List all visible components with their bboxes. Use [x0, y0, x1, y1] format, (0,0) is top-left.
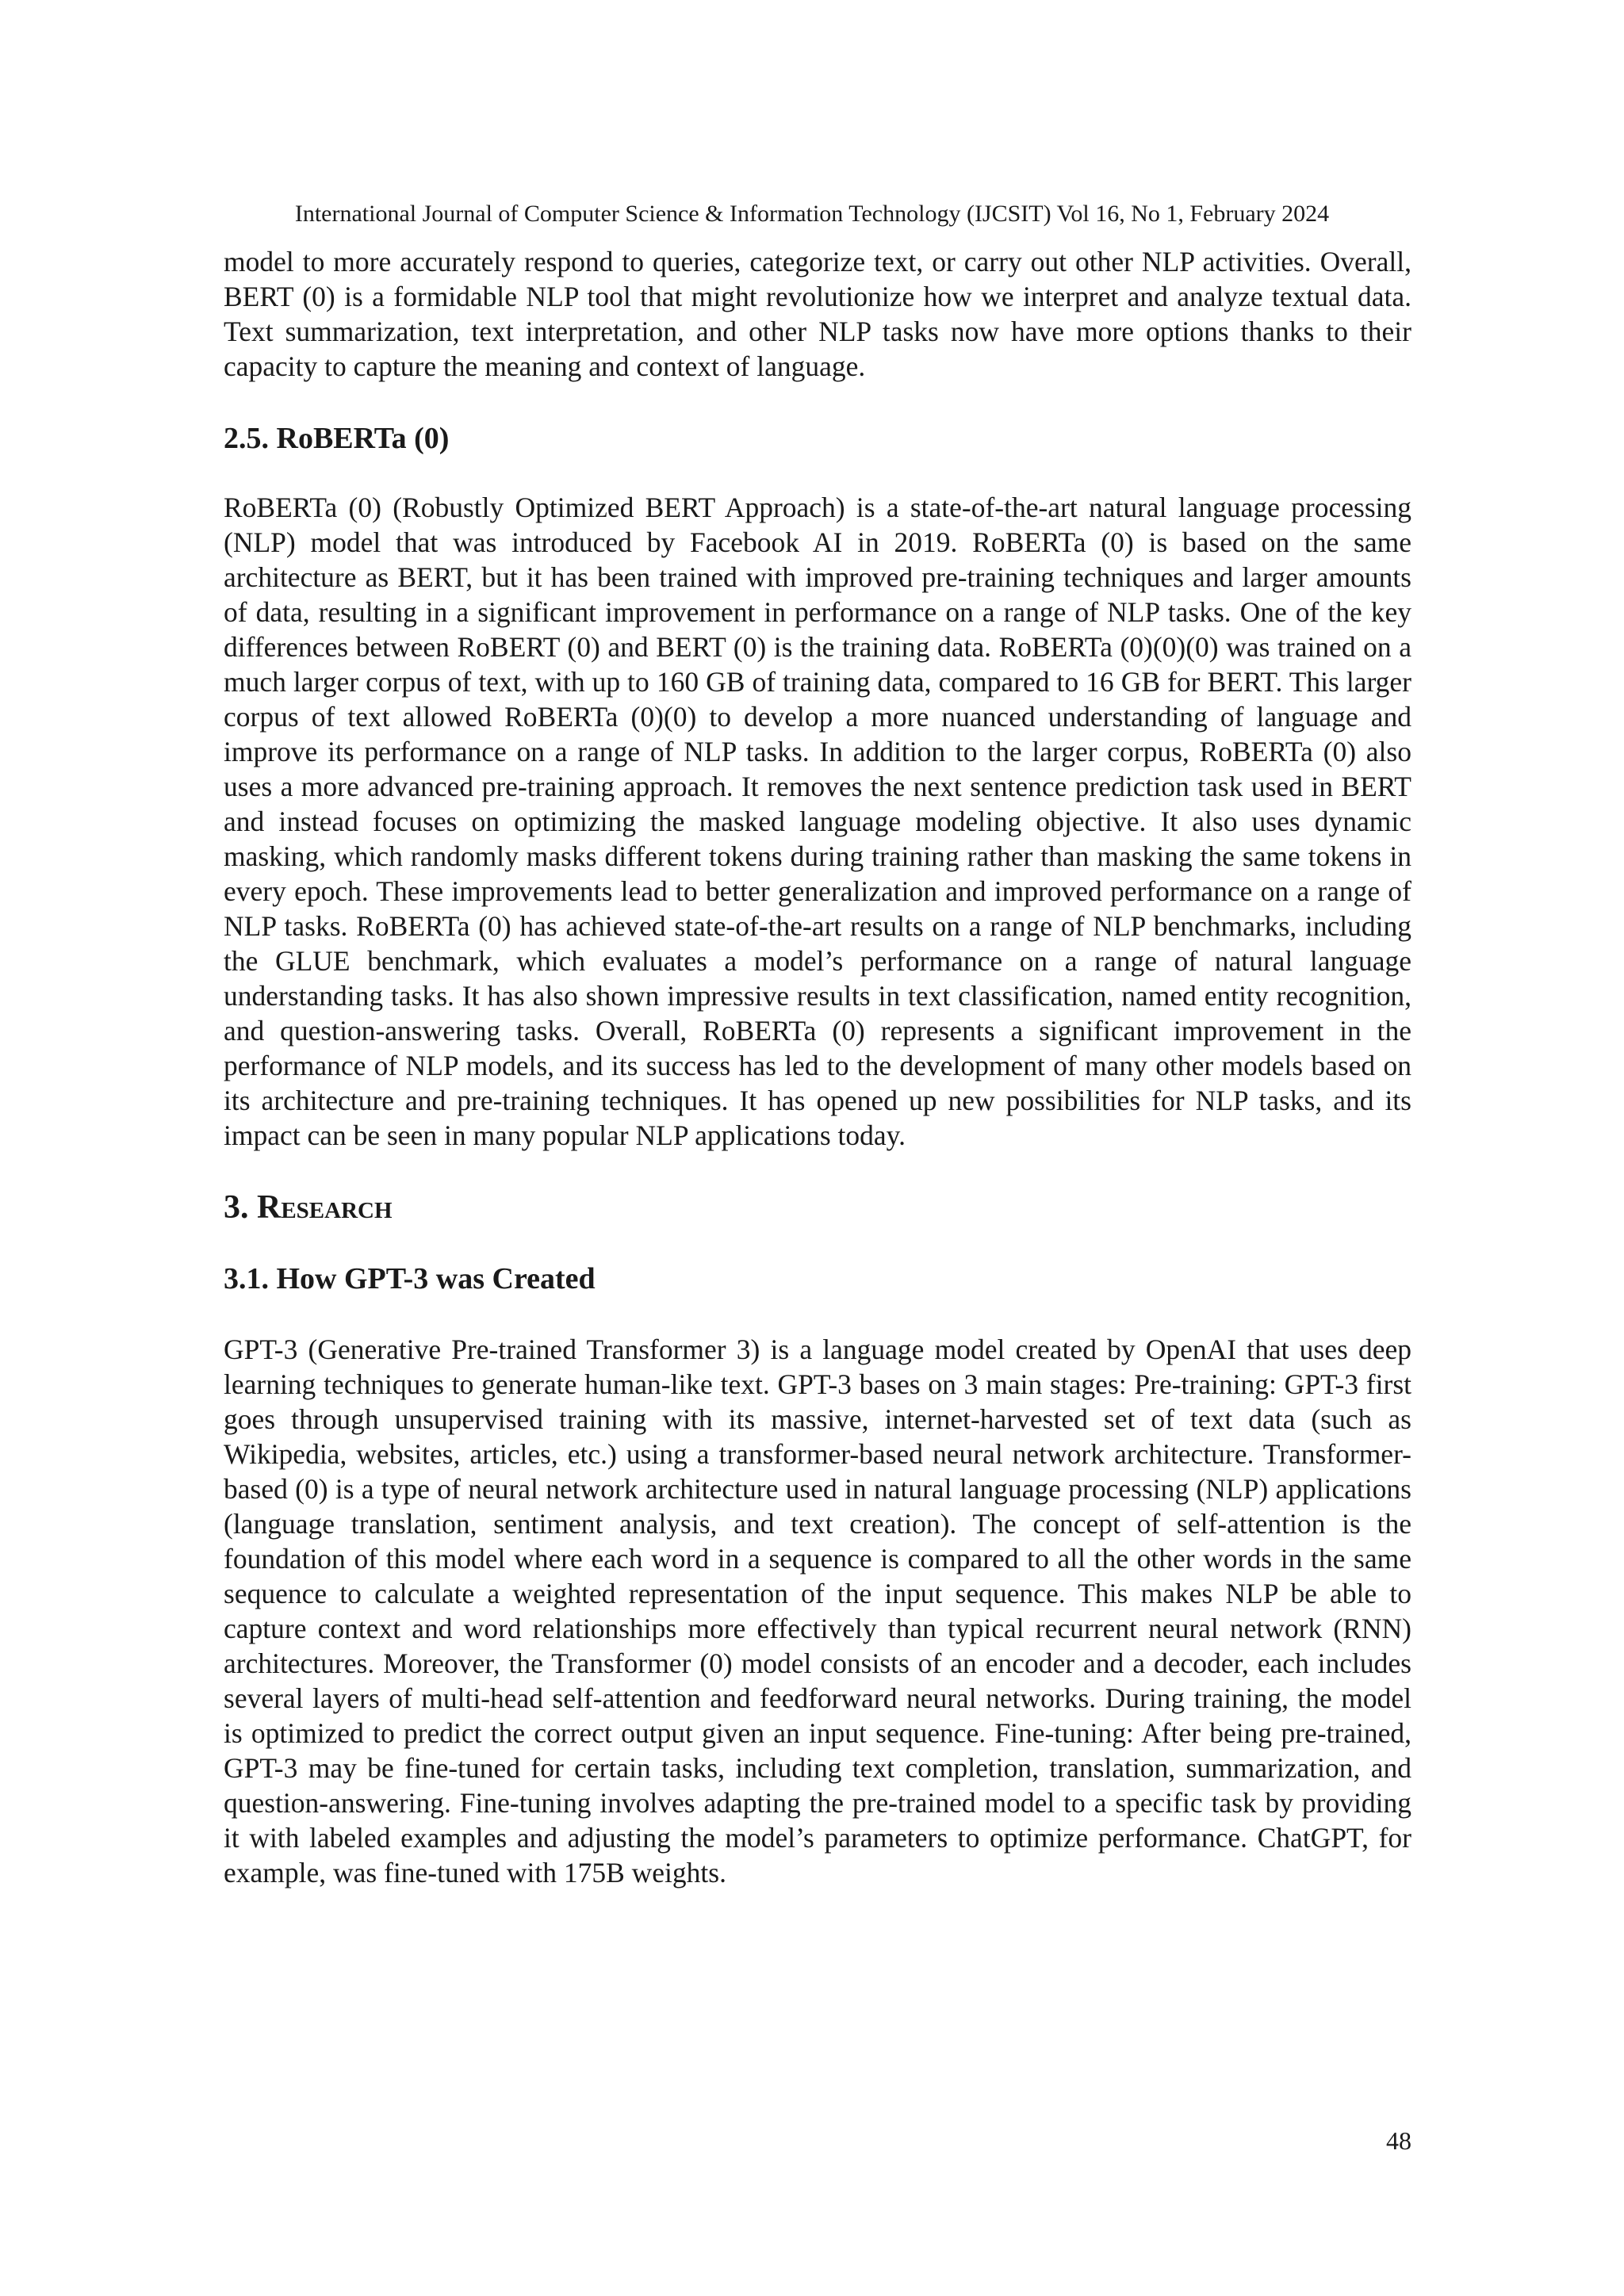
running-header: International Journal of Computer Science & Information Technology (IJCSIT) Vol 16, No 1, February 2024	[294, 201, 1330, 227]
intro-paragraph: model to more accurately respond to queries, categorize text, or carry out other NLP activities. Overall, BERT (0) is a formidable NLP tool that might revolutionize how we interpret and analyze textual data. Text summarization, text interpretation, and other NLP tasks now have more options thanks to their capacity to capture the meaning and context of language.	[224, 246, 1411, 382]
page-number: 48	[1386, 2126, 1411, 2155]
spacer	[224, 1153, 1411, 1188]
section-3-1-paragraph: GPT-3 (Generative Pre-trained Transformer 3) is a language model created by OpenAI that uses deep learning techniques to generate human-like text. GPT-3 bases on 3 main stages: Pre-training: GPT-3 first goes through unsupervised training with its massive, internet-harvested set of text data (such as Wikipedia, websites, articles, etc.) using a transformer-based neural network architecture. Transformer-based (0) is a type of neural network architecture used in natural language processing (NLP) applications (language translation, sentiment analysis, and text creation). The concept of self-attention is the foundation of this model where each word in a sequence is compared to all the other words in the same sequence to calculate a weighted representation of the input sequence. This makes NLP be able to capture context and word relationships more effectively than typical recurrent neural network (RNN) architectures. Moreover, the Transformer (0) model consists of an encoder and a decoder, each includes several layers of multi-head self-attention and feedforward neural networks. During training, the model is optimized to predict the correct output given an input sequence. Fine-tuning: After being pre-trained, GPT-3 may be fine-tuned for certain tasks, including text completion, translation, summarization, and question-answering. Fine-tuning involves adapting the pre-trained model to a specific task by providing it with labeled examples and adjusting the model’s parameters to optimize performance. ChatGPT, for example, was fine-tuned with 175B weights.	[224, 1334, 1411, 1888]
section-3-1-heading: 3.1. How GPT-3 was Created	[224, 1262, 596, 1295]
section-3-number: 3.	[224, 1189, 257, 1226]
page-body	[224, 244, 1411, 1890]
spacer	[224, 1297, 1411, 1332]
spacer	[224, 384, 1411, 420]
section-2-5-heading: 2.5. RoBERTa (0)	[224, 422, 450, 455]
spacer	[224, 457, 1411, 490]
spacer	[224, 1227, 1411, 1261]
section-3-title: Research	[257, 1189, 393, 1226]
section-2-5-paragraph: RoBERTa (0) (Robustly Optimized BERT Approach) is a state-of-the-art natural language processing (NLP) model that was introduced by Facebook AI in 2019. RoBERTa (0) is based on the same architecture as BERT, but it has been trained with improved pre-training techniques and larger amounts of data, resulting in a significant improvement in performance on a range of NLP tasks. One of the key differences between RoBERT (0) and BERT (0) is the training data. RoBERTa (0)(0)(0) was trained on a much larger corpus of text, with up to 160 GB of training data, compared to 16 GB for BERT. This larger corpus of text allowed RoBERTa (0)(0) to develop a more nuanced understanding of language and improve its performance on a range of NLP tasks. In addition to the larger corpus, RoBERTa (0) also uses a more advanced pre-training approach. It removes the next sentence prediction task used in BERT and instead focuses on optimizing the masked language modeling objective. It also uses dynamic masking, which randomly masks different tokens during training rather than masking the same tokens in every epoch. These improvements lead to better generalization and improved performance on a range of NLP tasks. RoBERTa (0) has achieved state-of-the-art results on a range of NLP benchmarks, including the GLUE benchmark, which evaluates a model’s performance on a range of natural language understanding tasks. It has also shown impressive results in text classification, named entity recognition, and question-answering tasks. Overall, RoBERTa (0) represents a significant improvement in the performance of NLP models, and its success has led to the development of many other models based on its architecture and pre-training techniques. It has opened up new possibilities for NLP tasks, and its impact can be seen in many popular NLP applications today.	[224, 492, 1411, 1151]
section-3-heading	[224, 1188, 1411, 1227]
